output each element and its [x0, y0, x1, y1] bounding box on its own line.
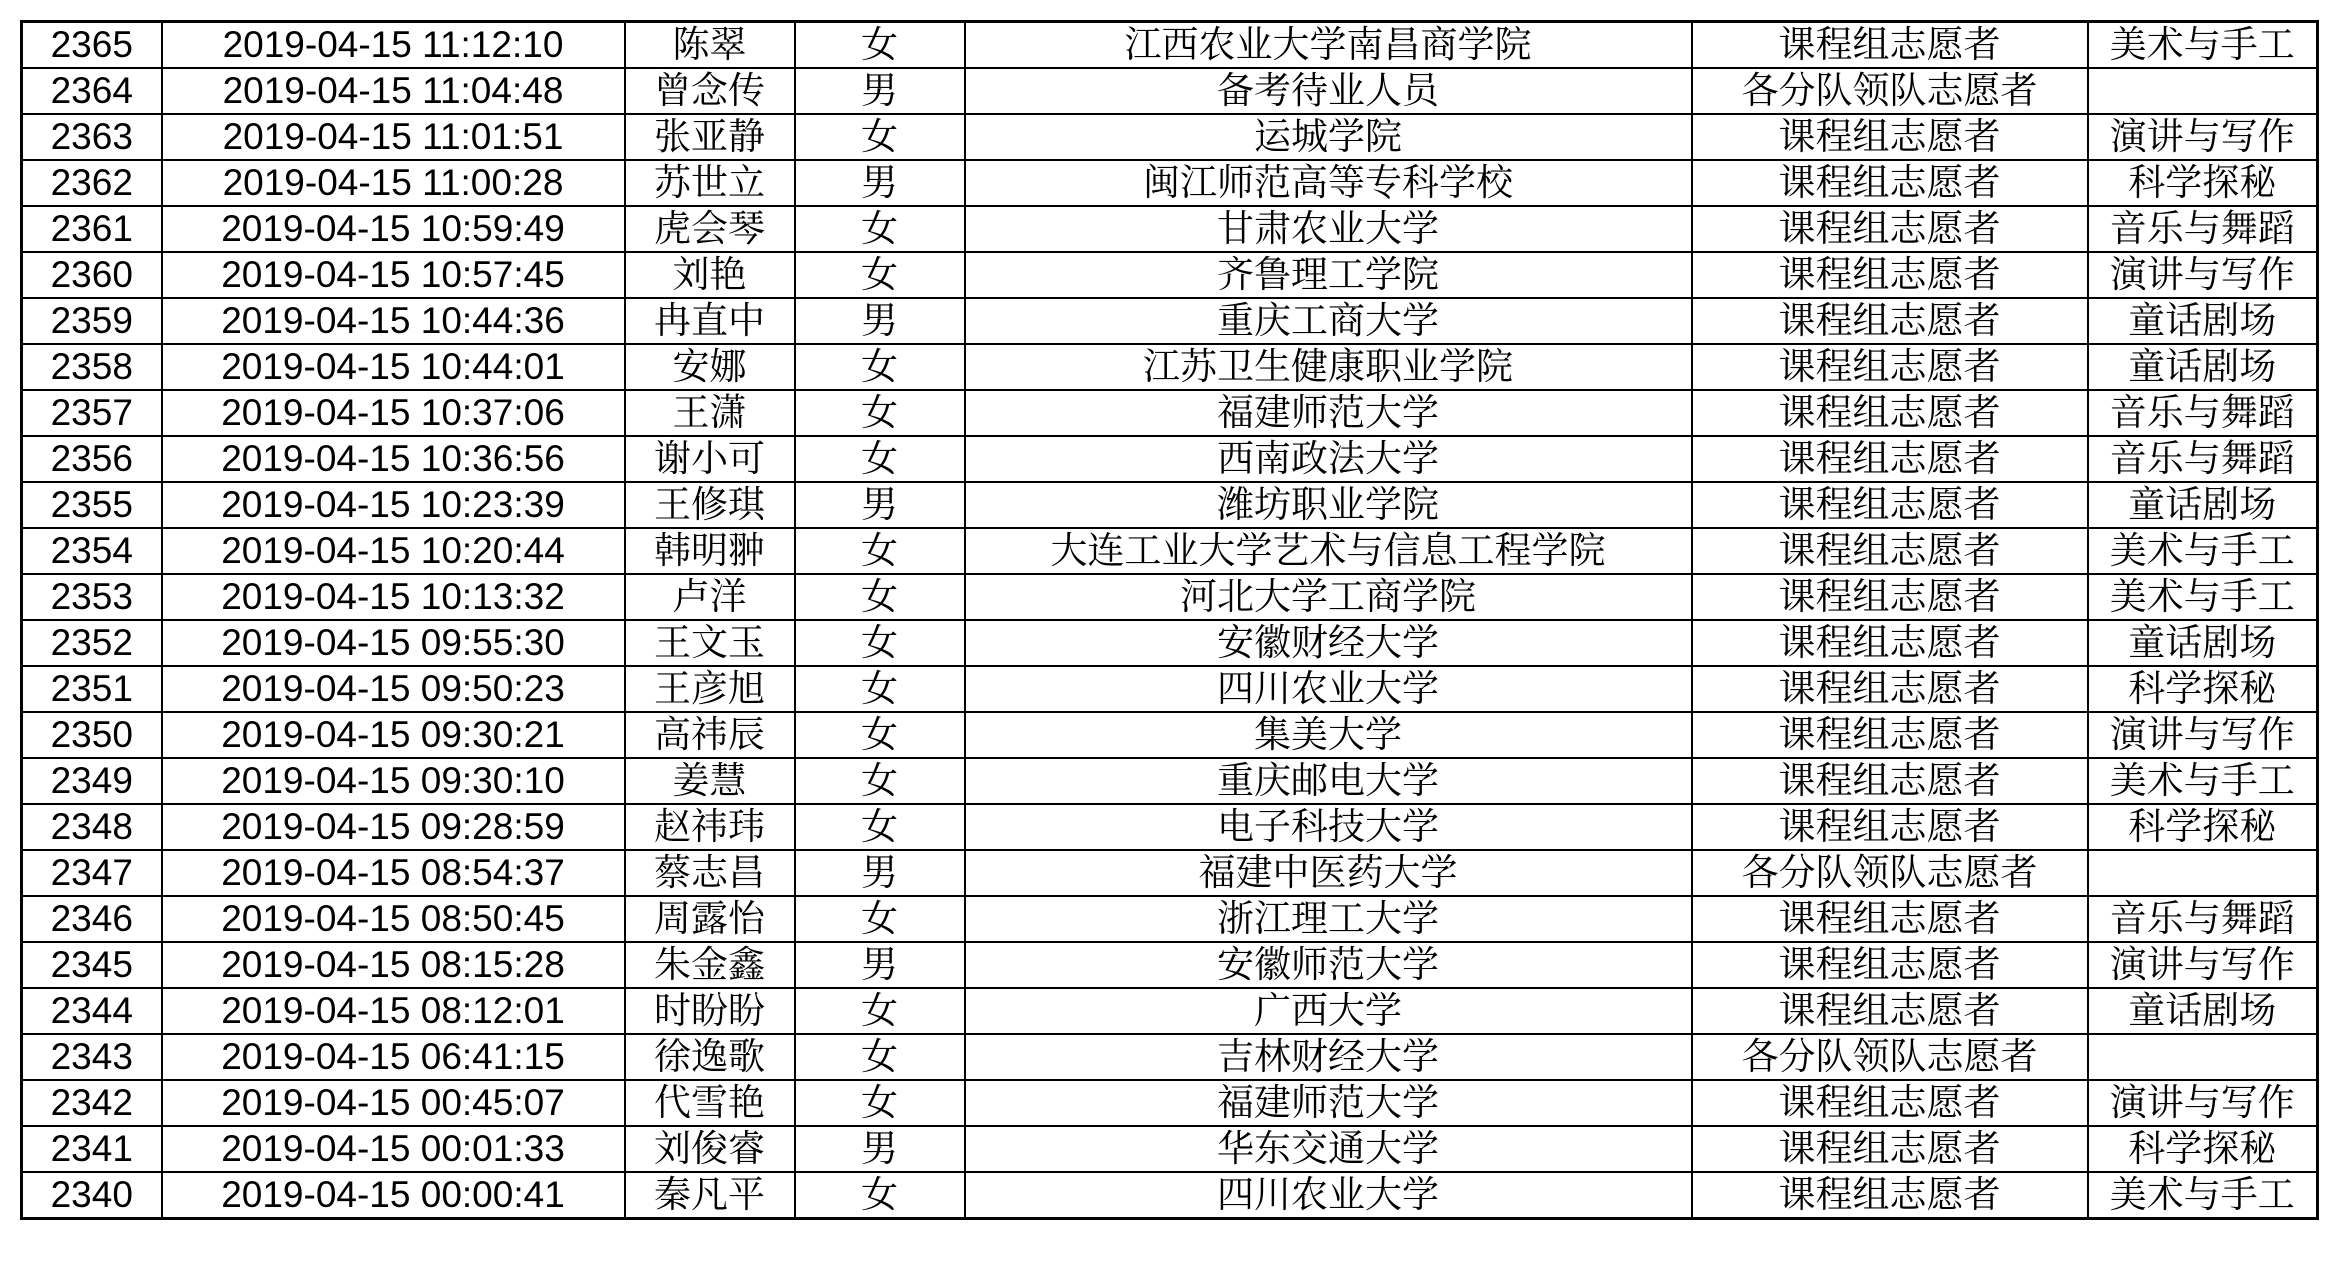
- table-row: [22, 896, 2318, 942]
- role-cell: 各分队领队志愿者: [1692, 1034, 2088, 1080]
- gender-cell: 女: [795, 1172, 965, 1219]
- school-cell: 福建师范大学: [965, 1080, 1692, 1126]
- school-cell: 重庆邮电大学: [965, 758, 1692, 804]
- name-cell: 张亚静: [625, 114, 795, 160]
- id-cell: 2350: [22, 712, 162, 758]
- id-cell: 2345: [22, 942, 162, 988]
- gender-cell: 女: [795, 114, 965, 160]
- table-row: [22, 942, 2318, 988]
- table-row: [22, 1172, 2318, 1219]
- gender-cell: 男: [795, 482, 965, 528]
- course-cell: 童话剧场: [2088, 988, 2318, 1034]
- name-cell: 虎会琴: [625, 206, 795, 252]
- course-cell: [2088, 850, 2318, 896]
- role-cell: 课程组志愿者: [1692, 206, 2088, 252]
- gender-cell: 男: [795, 1126, 965, 1172]
- role-cell: 课程组志愿者: [1692, 482, 2088, 528]
- table-row: [22, 988, 2318, 1034]
- table-row: [22, 344, 2318, 390]
- timestamp-cell: 2019-04-15 10:59:49: [162, 206, 625, 252]
- course-cell: 童话剧场: [2088, 344, 2318, 390]
- id-cell: 2356: [22, 436, 162, 482]
- name-cell: 蔡志昌: [625, 850, 795, 896]
- timestamp-cell: 2019-04-15 11:12:10: [162, 22, 625, 69]
- table-row: [22, 390, 2318, 436]
- table-row: [22, 482, 2318, 528]
- gender-cell: 女: [795, 22, 965, 69]
- name-cell: 周露怡: [625, 896, 795, 942]
- role-cell: 课程组志愿者: [1692, 574, 2088, 620]
- role-cell: 课程组志愿者: [1692, 528, 2088, 574]
- timestamp-cell: 2019-04-15 11:01:51: [162, 114, 625, 160]
- gender-cell: 女: [795, 896, 965, 942]
- role-cell: 课程组志愿者: [1692, 666, 2088, 712]
- timestamp-cell: 2019-04-15 00:00:41: [162, 1172, 625, 1219]
- id-cell: 2340: [22, 1172, 162, 1219]
- id-cell: 2349: [22, 758, 162, 804]
- name-cell: 朱金鑫: [625, 942, 795, 988]
- timestamp-cell: 2019-04-15 10:57:45: [162, 252, 625, 298]
- timestamp-cell: 2019-04-15 09:55:30: [162, 620, 625, 666]
- table-row: [22, 850, 2318, 896]
- course-cell: 音乐与舞蹈: [2088, 896, 2318, 942]
- gender-cell: 女: [795, 1034, 965, 1080]
- table-row: [22, 1126, 2318, 1172]
- table-row: [22, 160, 2318, 206]
- table-row: [22, 804, 2318, 850]
- school-cell: 甘肃农业大学: [965, 206, 1692, 252]
- table-row: [22, 252, 2318, 298]
- gender-cell: 女: [795, 344, 965, 390]
- gender-cell: 男: [795, 160, 965, 206]
- school-cell: 四川农业大学: [965, 1172, 1692, 1219]
- name-cell: 秦凡平: [625, 1172, 795, 1219]
- name-cell: 曾念传: [625, 68, 795, 114]
- name-cell: 安娜: [625, 344, 795, 390]
- school-cell: 福建师范大学: [965, 390, 1692, 436]
- name-cell: 苏世立: [625, 160, 795, 206]
- name-cell: 王潇: [625, 390, 795, 436]
- id-cell: 2364: [22, 68, 162, 114]
- gender-cell: 女: [795, 620, 965, 666]
- timestamp-cell: 2019-04-15 00:01:33: [162, 1126, 625, 1172]
- timestamp-cell: 2019-04-15 08:15:28: [162, 942, 625, 988]
- course-cell: 童话剧场: [2088, 482, 2318, 528]
- school-cell: 齐鲁理工学院: [965, 252, 1692, 298]
- timestamp-cell: 2019-04-15 08:54:37: [162, 850, 625, 896]
- course-cell: 演讲与写作: [2088, 252, 2318, 298]
- course-cell: 音乐与舞蹈: [2088, 206, 2318, 252]
- name-cell: 刘俊睿: [625, 1126, 795, 1172]
- table-body: [22, 22, 2318, 1219]
- gender-cell: 女: [795, 758, 965, 804]
- school-cell: 备考待业人员: [965, 68, 1692, 114]
- name-cell: 代雪艳: [625, 1080, 795, 1126]
- id-cell: 2354: [22, 528, 162, 574]
- role-cell: 课程组志愿者: [1692, 620, 2088, 666]
- school-cell: 福建中医药大学: [965, 850, 1692, 896]
- school-cell: 重庆工商大学: [965, 298, 1692, 344]
- table-row: [22, 712, 2318, 758]
- course-cell: [2088, 68, 2318, 114]
- id-cell: 2351: [22, 666, 162, 712]
- role-cell: 课程组志愿者: [1692, 344, 2088, 390]
- gender-cell: 女: [795, 574, 965, 620]
- school-cell: 闽江师范高等专科学校: [965, 160, 1692, 206]
- name-cell: 卢洋: [625, 574, 795, 620]
- course-cell: 美术与手工: [2088, 528, 2318, 574]
- school-cell: 广西大学: [965, 988, 1692, 1034]
- id-cell: 2358: [22, 344, 162, 390]
- role-cell: 课程组志愿者: [1692, 114, 2088, 160]
- course-cell: 科学探秘: [2088, 666, 2318, 712]
- id-cell: 2359: [22, 298, 162, 344]
- table-row: [22, 758, 2318, 804]
- timestamp-cell: 2019-04-15 06:41:15: [162, 1034, 625, 1080]
- table-row: [22, 620, 2318, 666]
- timestamp-cell: 2019-04-15 08:12:01: [162, 988, 625, 1034]
- table-row: [22, 1080, 2318, 1126]
- role-cell: 课程组志愿者: [1692, 988, 2088, 1034]
- school-cell: 河北大学工商学院: [965, 574, 1692, 620]
- gender-cell: 女: [795, 252, 965, 298]
- role-cell: 各分队领队志愿者: [1692, 68, 2088, 114]
- school-cell: 大连工业大学艺术与信息工程学院: [965, 528, 1692, 574]
- timestamp-cell: 2019-04-15 10:20:44: [162, 528, 625, 574]
- gender-cell: 女: [795, 666, 965, 712]
- role-cell: 课程组志愿者: [1692, 758, 2088, 804]
- role-cell: 课程组志愿者: [1692, 436, 2088, 482]
- course-cell: 音乐与舞蹈: [2088, 436, 2318, 482]
- school-cell: 吉林财经大学: [965, 1034, 1692, 1080]
- school-cell: 潍坊职业学院: [965, 482, 1692, 528]
- role-cell: 课程组志愿者: [1692, 1126, 2088, 1172]
- timestamp-cell: 2019-04-15 11:00:28: [162, 160, 625, 206]
- course-cell: [2088, 1034, 2318, 1080]
- course-cell: 美术与手工: [2088, 574, 2318, 620]
- id-cell: 2342: [22, 1080, 162, 1126]
- id-cell: 2346: [22, 896, 162, 942]
- name-cell: 王彦旭: [625, 666, 795, 712]
- school-cell: 西南政法大学: [965, 436, 1692, 482]
- role-cell: 课程组志愿者: [1692, 160, 2088, 206]
- id-cell: 2347: [22, 850, 162, 896]
- id-cell: 2365: [22, 22, 162, 69]
- course-cell: 童话剧场: [2088, 298, 2318, 344]
- role-cell: 各分队领队志愿者: [1692, 850, 2088, 896]
- table-row: [22, 22, 2318, 69]
- timestamp-cell: 2019-04-15 10:44:36: [162, 298, 625, 344]
- name-cell: 徐逸歌: [625, 1034, 795, 1080]
- timestamp-cell: 2019-04-15 08:50:45: [162, 896, 625, 942]
- id-cell: 2362: [22, 160, 162, 206]
- school-cell: 浙江理工大学: [965, 896, 1692, 942]
- timestamp-cell: 2019-04-15 10:23:39: [162, 482, 625, 528]
- timestamp-cell: 2019-04-15 10:13:32: [162, 574, 625, 620]
- role-cell: 课程组志愿者: [1692, 298, 2088, 344]
- table-row: [22, 206, 2318, 252]
- name-cell: 冉直中: [625, 298, 795, 344]
- course-cell: 演讲与写作: [2088, 1080, 2318, 1126]
- timestamp-cell: 2019-04-15 09:28:59: [162, 804, 625, 850]
- school-cell: 电子科技大学: [965, 804, 1692, 850]
- gender-cell: 女: [795, 804, 965, 850]
- name-cell: 赵祎玮: [625, 804, 795, 850]
- table-row: [22, 574, 2318, 620]
- role-cell: 课程组志愿者: [1692, 896, 2088, 942]
- school-cell: 安徽财经大学: [965, 620, 1692, 666]
- timestamp-cell: 2019-04-15 09:50:23: [162, 666, 625, 712]
- name-cell: 高祎辰: [625, 712, 795, 758]
- role-cell: 课程组志愿者: [1692, 804, 2088, 850]
- name-cell: 陈翠: [625, 22, 795, 69]
- id-cell: 2352: [22, 620, 162, 666]
- school-cell: 江苏卫生健康职业学院: [965, 344, 1692, 390]
- gender-cell: 女: [795, 390, 965, 436]
- course-cell: 演讲与写作: [2088, 114, 2318, 160]
- table-row: [22, 528, 2318, 574]
- id-cell: 2361: [22, 206, 162, 252]
- name-cell: 时盼盼: [625, 988, 795, 1034]
- gender-cell: 男: [795, 942, 965, 988]
- course-cell: 科学探秘: [2088, 804, 2318, 850]
- school-cell: 运城学院: [965, 114, 1692, 160]
- name-cell: 王文玉: [625, 620, 795, 666]
- id-cell: 2348: [22, 804, 162, 850]
- timestamp-cell: 2019-04-15 00:45:07: [162, 1080, 625, 1126]
- table-row: [22, 298, 2318, 344]
- id-cell: 2353: [22, 574, 162, 620]
- course-cell: 演讲与写作: [2088, 942, 2318, 988]
- course-cell: 童话剧场: [2088, 620, 2318, 666]
- table-row: [22, 114, 2318, 160]
- table-row: [22, 68, 2318, 114]
- id-cell: 2341: [22, 1126, 162, 1172]
- role-cell: 课程组志愿者: [1692, 942, 2088, 988]
- school-cell: 安徽师范大学: [965, 942, 1692, 988]
- course-cell: 美术与手工: [2088, 758, 2318, 804]
- gender-cell: 男: [795, 850, 965, 896]
- gender-cell: 女: [795, 528, 965, 574]
- timestamp-cell: 2019-04-15 11:04:48: [162, 68, 625, 114]
- role-cell: 课程组志愿者: [1692, 390, 2088, 436]
- role-cell: 课程组志愿者: [1692, 1172, 2088, 1219]
- table-row: [22, 666, 2318, 712]
- course-cell: 科学探秘: [2088, 1126, 2318, 1172]
- role-cell: 课程组志愿者: [1692, 252, 2088, 298]
- school-cell: 四川农业大学: [965, 666, 1692, 712]
- gender-cell: 女: [795, 206, 965, 252]
- id-cell: 2343: [22, 1034, 162, 1080]
- course-cell: 科学探秘: [2088, 160, 2318, 206]
- school-cell: 华东交通大学: [965, 1126, 1692, 1172]
- course-cell: 美术与手工: [2088, 1172, 2318, 1219]
- timestamp-cell: 2019-04-15 09:30:10: [162, 758, 625, 804]
- timestamp-cell: 2019-04-15 10:44:01: [162, 344, 625, 390]
- name-cell: 谢小可: [625, 436, 795, 482]
- volunteer-registration-table: [20, 20, 2319, 1220]
- course-cell: 音乐与舞蹈: [2088, 390, 2318, 436]
- role-cell: 课程组志愿者: [1692, 712, 2088, 758]
- role-cell: 课程组志愿者: [1692, 22, 2088, 69]
- table-row: [22, 1034, 2318, 1080]
- gender-cell: 男: [795, 68, 965, 114]
- gender-cell: 女: [795, 712, 965, 758]
- gender-cell: 女: [795, 436, 965, 482]
- school-cell: 集美大学: [965, 712, 1692, 758]
- id-cell: 2363: [22, 114, 162, 160]
- timestamp-cell: 2019-04-15 09:30:21: [162, 712, 625, 758]
- id-cell: 2360: [22, 252, 162, 298]
- role-cell: 课程组志愿者: [1692, 1080, 2088, 1126]
- name-cell: 姜慧: [625, 758, 795, 804]
- gender-cell: 女: [795, 988, 965, 1034]
- timestamp-cell: 2019-04-15 10:36:56: [162, 436, 625, 482]
- id-cell: 2357: [22, 390, 162, 436]
- course-cell: 演讲与写作: [2088, 712, 2318, 758]
- id-cell: 2355: [22, 482, 162, 528]
- timestamp-cell: 2019-04-15 10:37:06: [162, 390, 625, 436]
- gender-cell: 男: [795, 298, 965, 344]
- table-row: [22, 436, 2318, 482]
- course-cell: 美术与手工: [2088, 22, 2318, 69]
- name-cell: 韩明翀: [625, 528, 795, 574]
- name-cell: 刘艳: [625, 252, 795, 298]
- id-cell: 2344: [22, 988, 162, 1034]
- name-cell: 王修琪: [625, 482, 795, 528]
- gender-cell: 女: [795, 1080, 965, 1126]
- school-cell: 江西农业大学南昌商学院: [965, 22, 1692, 69]
